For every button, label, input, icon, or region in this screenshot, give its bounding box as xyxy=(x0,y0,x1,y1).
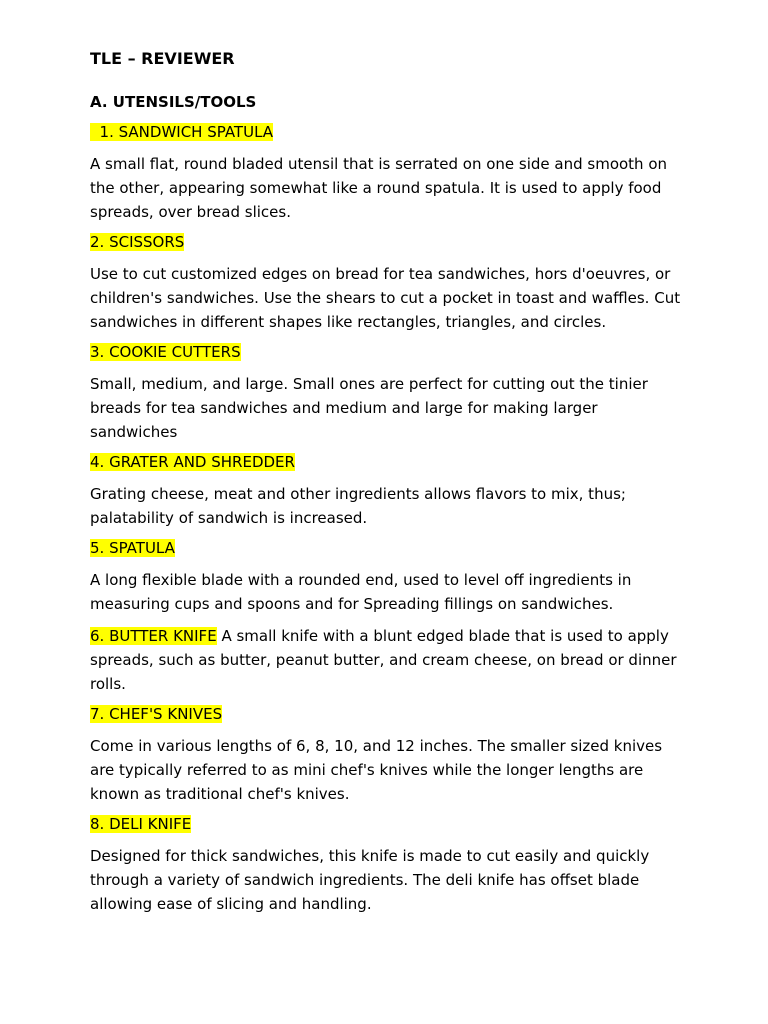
item-description: Grating cheese, meat and other ingredients allows flavors to mix, thus; palatability of sandwich is increased. xyxy=(90,485,626,527)
item-heading-highlight: 5. SPATULA xyxy=(90,539,175,557)
item-heading xyxy=(90,814,688,834)
item-heading xyxy=(90,232,688,252)
item-heading-highlight: 1. SANDWICH SPATULA xyxy=(90,123,274,141)
item-heading-highlight: 2. SCISSORS xyxy=(90,233,185,251)
item-description: Use to cut customized edges on bread for tea sandwiches, hors d'oeuvres, or children's sandwiches. Use the shears to cut a pocket in toast and waffles. Cut sandwiches in different shapes like rectangles, triangles, and circles. xyxy=(90,265,681,331)
item-heading-highlight: 6. BUTTER KNIFE xyxy=(90,627,217,645)
item-heading-highlight: 4. GRATER AND SHREDDER xyxy=(90,453,295,471)
item-description: Come in various lengths of 6, 8, 10, and 12 inches. The smaller sized knives are typically referred to as mini chef's knives while the longer lengths are known as traditional chef's knives. xyxy=(90,737,663,803)
document-title: TLE – REVIEWER xyxy=(90,49,235,68)
item-heading xyxy=(90,342,688,362)
item-description: Small, medium, and large. Small ones are perfect for cutting out the tinier breads for tea sandwiches and medium and large for making larger sandwiches xyxy=(90,375,648,441)
section-heading: A. UTENSILS/TOOLS xyxy=(90,93,257,111)
item-5 xyxy=(90,538,688,616)
item-7 xyxy=(90,704,688,806)
item-heading-highlight: 8. DELI KNIFE xyxy=(90,815,192,833)
item-heading xyxy=(90,452,688,472)
item-1 xyxy=(90,122,688,224)
item-4 xyxy=(90,452,688,530)
item-2 xyxy=(90,232,688,334)
item-3 xyxy=(90,342,688,444)
item-description: A small flat, round bladed utensil that is serrated on one side and smooth on the other, appearing somewhat like a round spatula. It is used to apply food spreads, over bread slices. xyxy=(90,155,668,221)
item-inline-paragraph xyxy=(90,624,688,696)
item-heading xyxy=(90,122,688,142)
item-description: Designed for thick sandwiches, this knife is made to cut easily and quickly through a variety of sandwich ingredients. The deli knife has offset blade allowing ease of slicing and handling. xyxy=(90,847,650,913)
item-description: A long flexible blade with a rounded end, used to level off ingredients in measuring cups and spoons and for Spreading fillings on sandwiches. xyxy=(90,571,632,613)
item-heading xyxy=(90,538,688,558)
item-heading-highlight: 3. COOKIE CUTTERS xyxy=(90,343,241,361)
item-8 xyxy=(90,814,688,916)
item-description: A small knife with a blunt edged blade that is used to apply spreads, such as butter, peanut butter, and cream cheese, on bread or dinner rolls. xyxy=(90,627,677,693)
item-heading xyxy=(90,704,688,724)
item-6 xyxy=(90,624,688,696)
item-heading-highlight: 7. CHEF'S KNIVES xyxy=(90,705,223,723)
